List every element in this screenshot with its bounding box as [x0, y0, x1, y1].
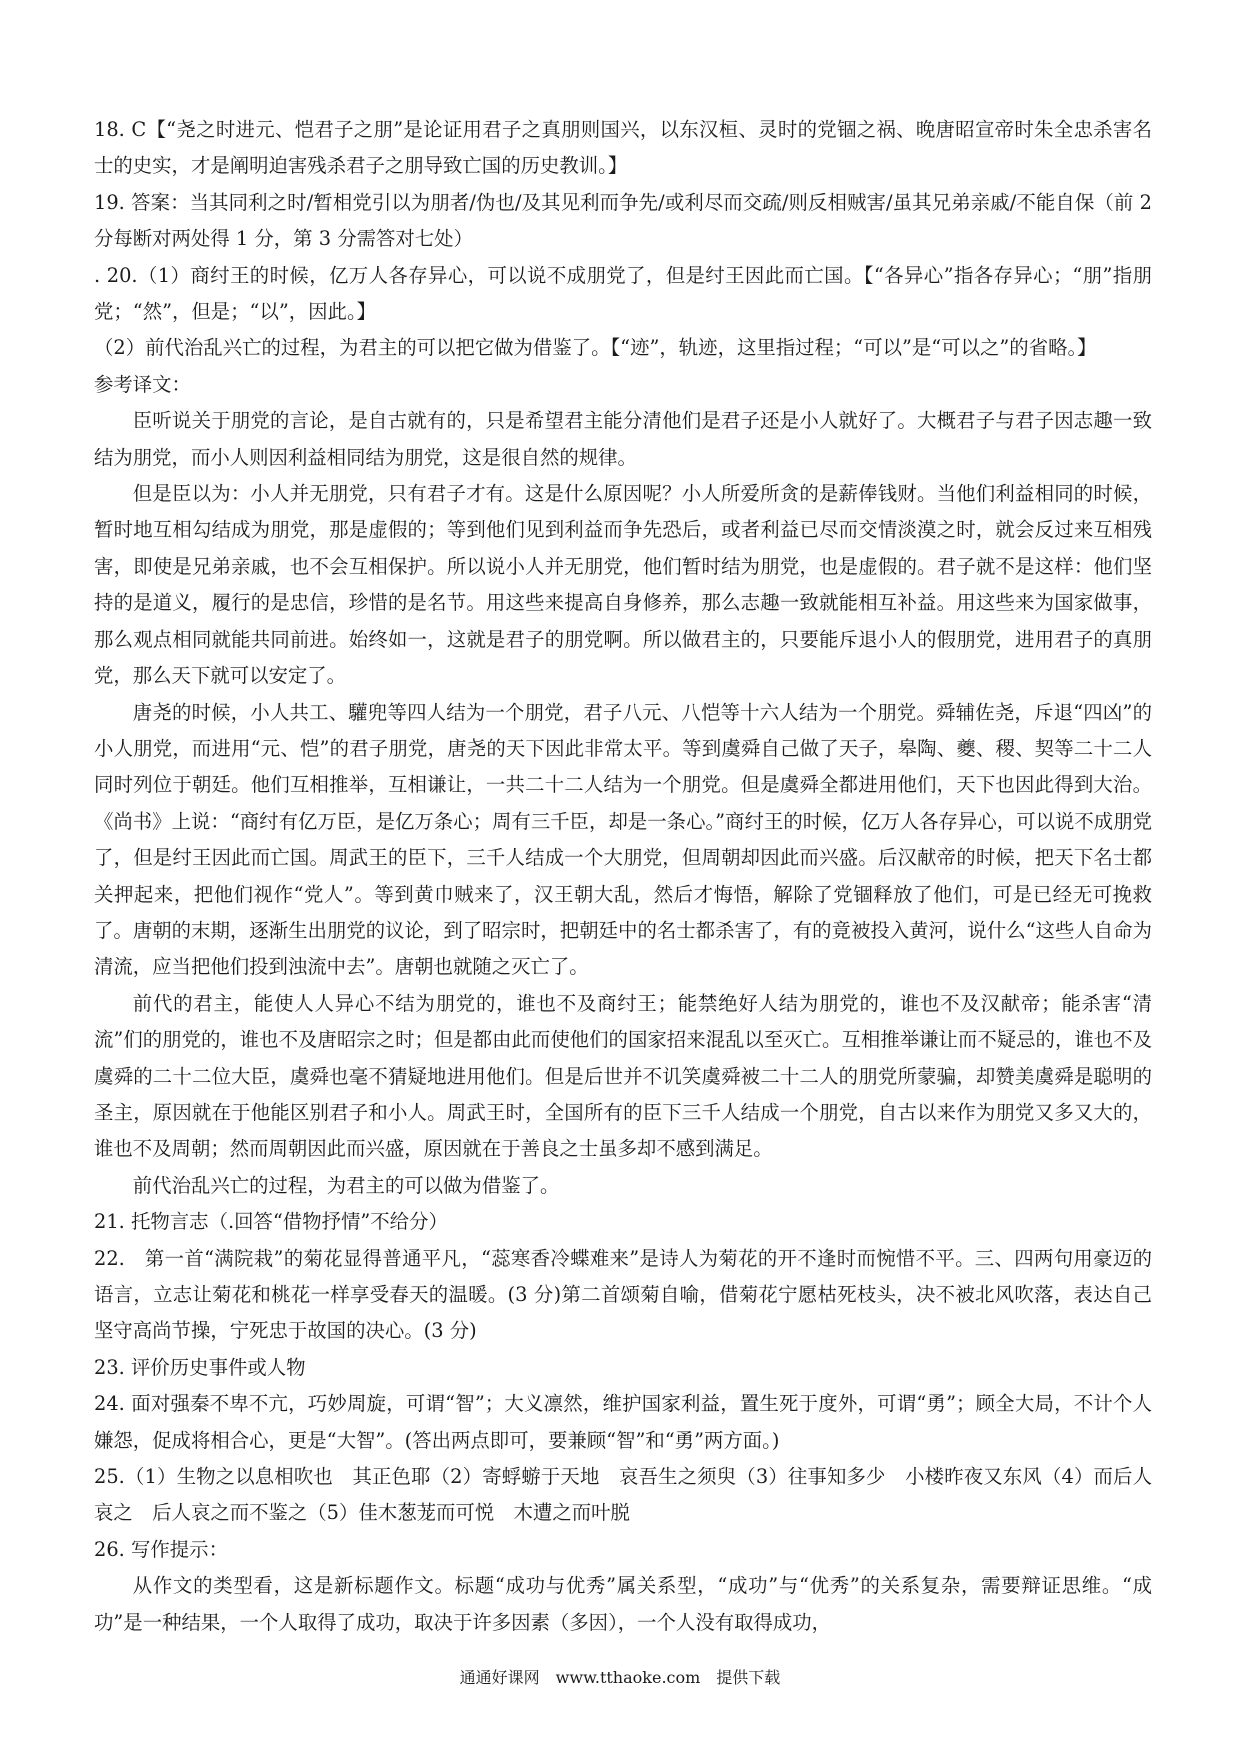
translation-paragraph: 但是臣以为：小人并无朋党，只有君子才有。这是什么原因呢？小人所爱所贪的是薪俸钱财。当他们利益相同的时候，暂时地互相勾结成为朋党，那是虚假的；等到他们见到利益而争先恐后，或者利益已尽而交情淡漠之时，就会反过来互相残害，即使是兄弟亲戚，也不会互相保护。所以说小人并无朋党，他们暂时结为朋党，也是虚假的。君子就不是这样：他们坚持的是道义，履行的是忠信，珍惜的是名节。用这些来提高自身修养，那么志趣一致就能相互补益。用这些来为国家做事，那么观点相同就能共同前进。始终如一，这就是君子的朋党啊。所以做君主的，只要能斥退小人的假朋党，进用君子的真朋党，那么天下就可以安定了。: [94, 482, 1152, 688]
translation-paragraph: 臣听说关于朋党的言论，是自古就有的，只是希望君主能分清他们是君子还是小人就好了。大概君子与君子因志趣一致结为朋党，而小人则因利益相同结为朋党，这是很自然的规律。: [94, 409, 1152, 469]
answer-21: 21. 托物言志（.回答“借物抒情”不给分）: [94, 1210, 448, 1234]
answer-18: 18. C【“尧之时进元、恺君子之朋”是论证用君子之真朋则国兴，以东汉桓、灵时的党锢之祸、晚唐昭宣帝时朱全忠杀害名士的史实，才是阐明迫害残杀君子之朋导致亡国的历史教训。】: [94, 118, 1152, 178]
answer-25: 25.（1）生物之以息相吹也 其正色耶（2）寄蜉蝣于天地 哀吾生之须臾（3）往事知多少 小楼昨夜又东风（4）而后人哀之 后人哀之而不鉴之（5）佳木葱茏而可悦 木遭之而叶脱: [94, 1465, 1152, 1525]
answer-20-part2: （2）前代治乱兴亡的过程，为君主的可以把它做为借鉴了。【“迹”，轨迹，这里指过程；“可以”是“可以之”的省略。】: [94, 336, 1097, 360]
translation-paragraph: 唐尧的时候，小人共工、驩兜等四人结为一个朋党，君子八元、八恺等十六人结为一个朋党。舜辅佐尧，斥退“四凶”的小人朋党，而进用“元、恺”的君子朋党，唐尧的天下因此非常太平。等到虞舜自己做了天子，皋陶、夔、稷、契等二十二人同时列位于朝廷。他们互相推举，互相谦让，一共二十二人结为一个朋党。但是虞舜全都进用他们，天下也因此得到大治。《尚书》上说：“商纣有亿万臣，是亿万条心；周有三千臣，却是一条心。”商纣王的时候，亿万人各存异心，可以说不成朋党了，但是纣王因此而亡国。周武王的臣下，三千人结成一个大朋党，但周朝却因此而兴盛。后汉献帝的时候，把天下名士都关押起来，把他们视作“党人”。等到黄巾贼来了，汉王朝大乱，然后才悔悟，解除了党锢释放了他们，可是已经无可挽救了。唐朝的末期，逐渐生出朋党的议论，到了昭宗时，把朝廷中的名士都杀害了，有的竟被投入黄河，说什么“这些人自命为清流，应当把他们投到浊流中去”。唐朝也就随之灭亡了。: [94, 700, 1152, 979]
translation-paragraph: 前代的君主，能使人人异心不结为朋党的，谁也不及商纣王；能禁绝好人结为朋党的，谁也不及汉献帝；能杀害“清流”们的朋党的，谁也不及唐昭宗之时；但是都由此而使他们的国家招来混乱以至灭亡。互相推举谦让而不疑忌的，谁也不及虞舜的二十二位大臣，虞舜也毫不猜疑地进用他们。但是后世并不讥笑虞舜被二十二人的朋党所蒙骗，却赞美虞舜是聪明的圣主，原因就在于他能区别君子和小人。周武王时，全国所有的臣下三千人结成一个朋党，自古以来作为朋党又多又大的，谁也不及周朝；然而周朝因此而兴盛，原因就在于善良之士虽多却不感到满足。: [94, 991, 1152, 1161]
page-footer: 通通好课网 www.tthaoke.com 提供下载: [459, 1668, 781, 1687]
answer-19: 19. 答案：当其同利之时/暂相党引以为朋者/伪也/及其见利而争先/或利尽而交疏/则反相贼害/虽其兄弟亲戚/不能自保（前 2 分每断对两处得 1 分，第 3 分需答对七处）: [94, 190, 1152, 251]
answer-26-heading: 26. 写作提示：: [94, 1537, 228, 1561]
answer-23: 23. 评价历史事件或人物: [94, 1355, 306, 1379]
translation-paragraph: 前代治乱兴亡的过程，为君主的可以做为借鉴了。: [132, 1173, 560, 1197]
answer-24: 24. 面对强秦不卑不亢，巧妙周旋，可谓“智”；大义凛然，维护国家利益，置生死于度外，可谓“勇”；顾全大局，不计个人嫌怨，促成将相合心，更是“大智”。(答出两点即可，要兼顾“智”和“勇”两方面。): [94, 1392, 1152, 1452]
answer-22: 22. 第一首“满院栽”的菊花显得普通平凡，“蕊寒香冷蝶难来”是诗人为菊花的开不逢时而惋惜不平。三、四两句用豪迈的语言，立志让菊花和桃花一样享受春天的温暖。(3 分)第二首颂菊自喻，借菊花宁愿枯死枝头，决不被北风吹落，表达自己坚守高尚节操，宁死忠于故国的决心。(3 分): [94, 1246, 1152, 1343]
answer-26-body: 从作文的类型看，这是新标题作文。标题“成功与优秀”属关系型，“成功”与“优秀”的关系复杂，需要辩证思维。“成功”是一种结果，一个人取得了成功，取决于许多因素（多因），一个人没有取得成功，: [94, 1574, 1152, 1634]
answer-document: [94, 112, 1152, 1641]
reference-translation-heading: 参考译文：: [94, 372, 191, 396]
answer-20-part1: . 20.（1）商纣王的时候，亿万人各存异心，可以说不成朋党了，但是纣王因此而亡国。【“各异心”指各存异心；“朋”指朋党；“然”，但是；“以”，因此。】: [94, 263, 1152, 324]
